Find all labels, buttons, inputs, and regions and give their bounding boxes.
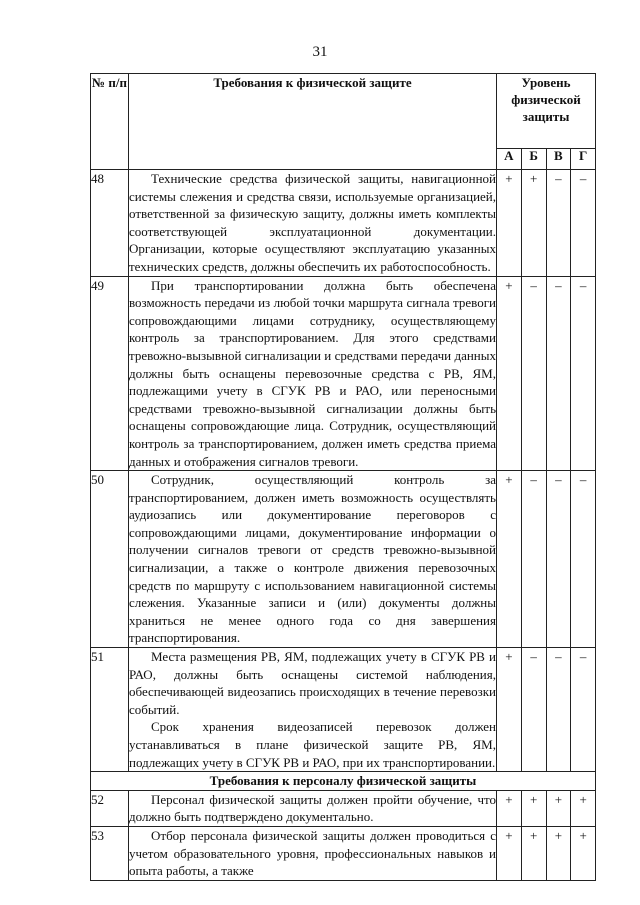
level-g-mark: + [571, 826, 596, 880]
level-v-mark: – [546, 471, 571, 648]
header-number: № п/п [91, 74, 129, 170]
requirement-paragraph: Технические средства физической защиты, навигационной системы слежения и средства связи, используемые организацией, ответственной за физическую защиту, должны иметь комплекты соответствующей эксплуатационной документации. Организации, которые осуществляют эксплуатацию указанных технических средств, должны обеспечить их работоспособность. [129, 171, 496, 274]
requirement-paragraph: Срок хранения видеозаписей перевозок должен устанавливаться в плане физической защите РВ, ЯМ, подлежащих учету в СГУК РВ и РАО, при их транспортировании. [129, 719, 496, 770]
row-number: 50 [91, 471, 129, 648]
table-row [91, 790, 596, 826]
row-number: 49 [91, 276, 129, 471]
table-row [91, 276, 596, 471]
level-v-mark: – [546, 648, 571, 772]
requirement-text [129, 170, 497, 277]
table-row [91, 648, 596, 772]
level-a-mark: + [497, 790, 522, 826]
requirement-paragraph: При транспортировании должна быть обеспечена возможность передачи из любой точки маршрута сигнала тревоги сопровождающими лицами сотруднику, осуществляющему контроль за транспортированием. Для этого средствами тревожно-вызывной сигнализации и средствами передачи данных должны быть оснащены перевозочные средства с РВ, ЯМ, подлежащими учету в СГУК РВ и РАО, или переносными средствами тревожно-вызывной сигнализации должны быть оснащены сопровождающие лица. Сотрудник, осуществляющий контроль за транспортированием, должен иметь средства приема данных и отображения сигналов тревоги. [129, 277, 496, 469]
requirement-paragraph: Персонал физической защиты должен пройти обучение, что должно быть подтверждено документально. [129, 791, 496, 825]
level-g-mark: – [571, 276, 596, 471]
level-b-mark: – [521, 276, 546, 471]
requirement-text [129, 826, 497, 880]
level-g-mark: – [571, 170, 596, 277]
requirement-text [129, 648, 497, 772]
table-row [91, 826, 596, 880]
requirement-text [129, 790, 497, 826]
row-number: 48 [91, 170, 129, 277]
level-b-mark: – [521, 648, 546, 772]
level-b-mark: + [521, 170, 546, 277]
requirement-text [129, 471, 497, 648]
requirement-text [129, 276, 497, 471]
row-number: 53 [91, 826, 129, 880]
page-number: 31 [312, 44, 328, 60]
level-a-mark: + [497, 826, 522, 880]
header-level-g: Г [571, 148, 596, 170]
table-row [91, 170, 596, 277]
level-a-mark: + [497, 170, 522, 277]
level-g-mark: + [571, 790, 596, 826]
level-b-mark: – [521, 471, 546, 648]
header-level-a: А [497, 148, 522, 170]
level-b-mark: + [521, 826, 546, 880]
level-g-mark: – [571, 471, 596, 648]
header-level-v: В [546, 148, 571, 170]
section-title: Требования к персоналу физической защиты [91, 772, 596, 791]
requirement-paragraph: Сотрудник, осуществляющий контроль за транспортированием, должен иметь возможность осуществлять аудиозапись или документирование переговоров с сопровождающими лицами, документирование информации о получении сигналов тревоги от средств тревожно-вызывной сигнализации, а также о контроле движения перевозочных средств по маршруту с использованием навигационной системы слежения. Указанные записи и (или) документы должны храниться не менее одного года со дня завершения транспортирования. [129, 472, 496, 646]
table-body [91, 170, 596, 772]
level-g-mark: – [571, 648, 596, 772]
level-b-mark: + [521, 790, 546, 826]
requirements-table [90, 73, 596, 881]
row-number: 52 [91, 790, 129, 826]
table-body-personnel [91, 790, 596, 880]
level-v-mark: – [546, 170, 571, 277]
requirement-paragraph: Отбор персонала физической защиты должен проводиться с учетом образовательного уровня, профессиональных навыков и опыта работы, а также [129, 827, 496, 879]
row-number: 51 [91, 648, 129, 772]
requirement-paragraph: Места размещения РВ, ЯМ, подлежащих учету в СГУК РВ и РАО, должны быть оснащены системой наблюдения, обеспечивающей видеозапись происходящих в течение перевозки событий. [129, 649, 496, 717]
level-v-mark: – [546, 276, 571, 471]
level-a-mark: + [497, 276, 522, 471]
header-level-b: Б [521, 148, 546, 170]
table-row [91, 471, 596, 648]
header-requirements: Требования к физической защите [129, 74, 497, 170]
section-row [91, 772, 596, 791]
level-v-mark: + [546, 790, 571, 826]
level-a-mark: + [497, 648, 522, 772]
header-protection-level: Уровень физической защиты [497, 74, 596, 149]
level-v-mark: + [546, 826, 571, 880]
level-a-mark: + [497, 471, 522, 648]
